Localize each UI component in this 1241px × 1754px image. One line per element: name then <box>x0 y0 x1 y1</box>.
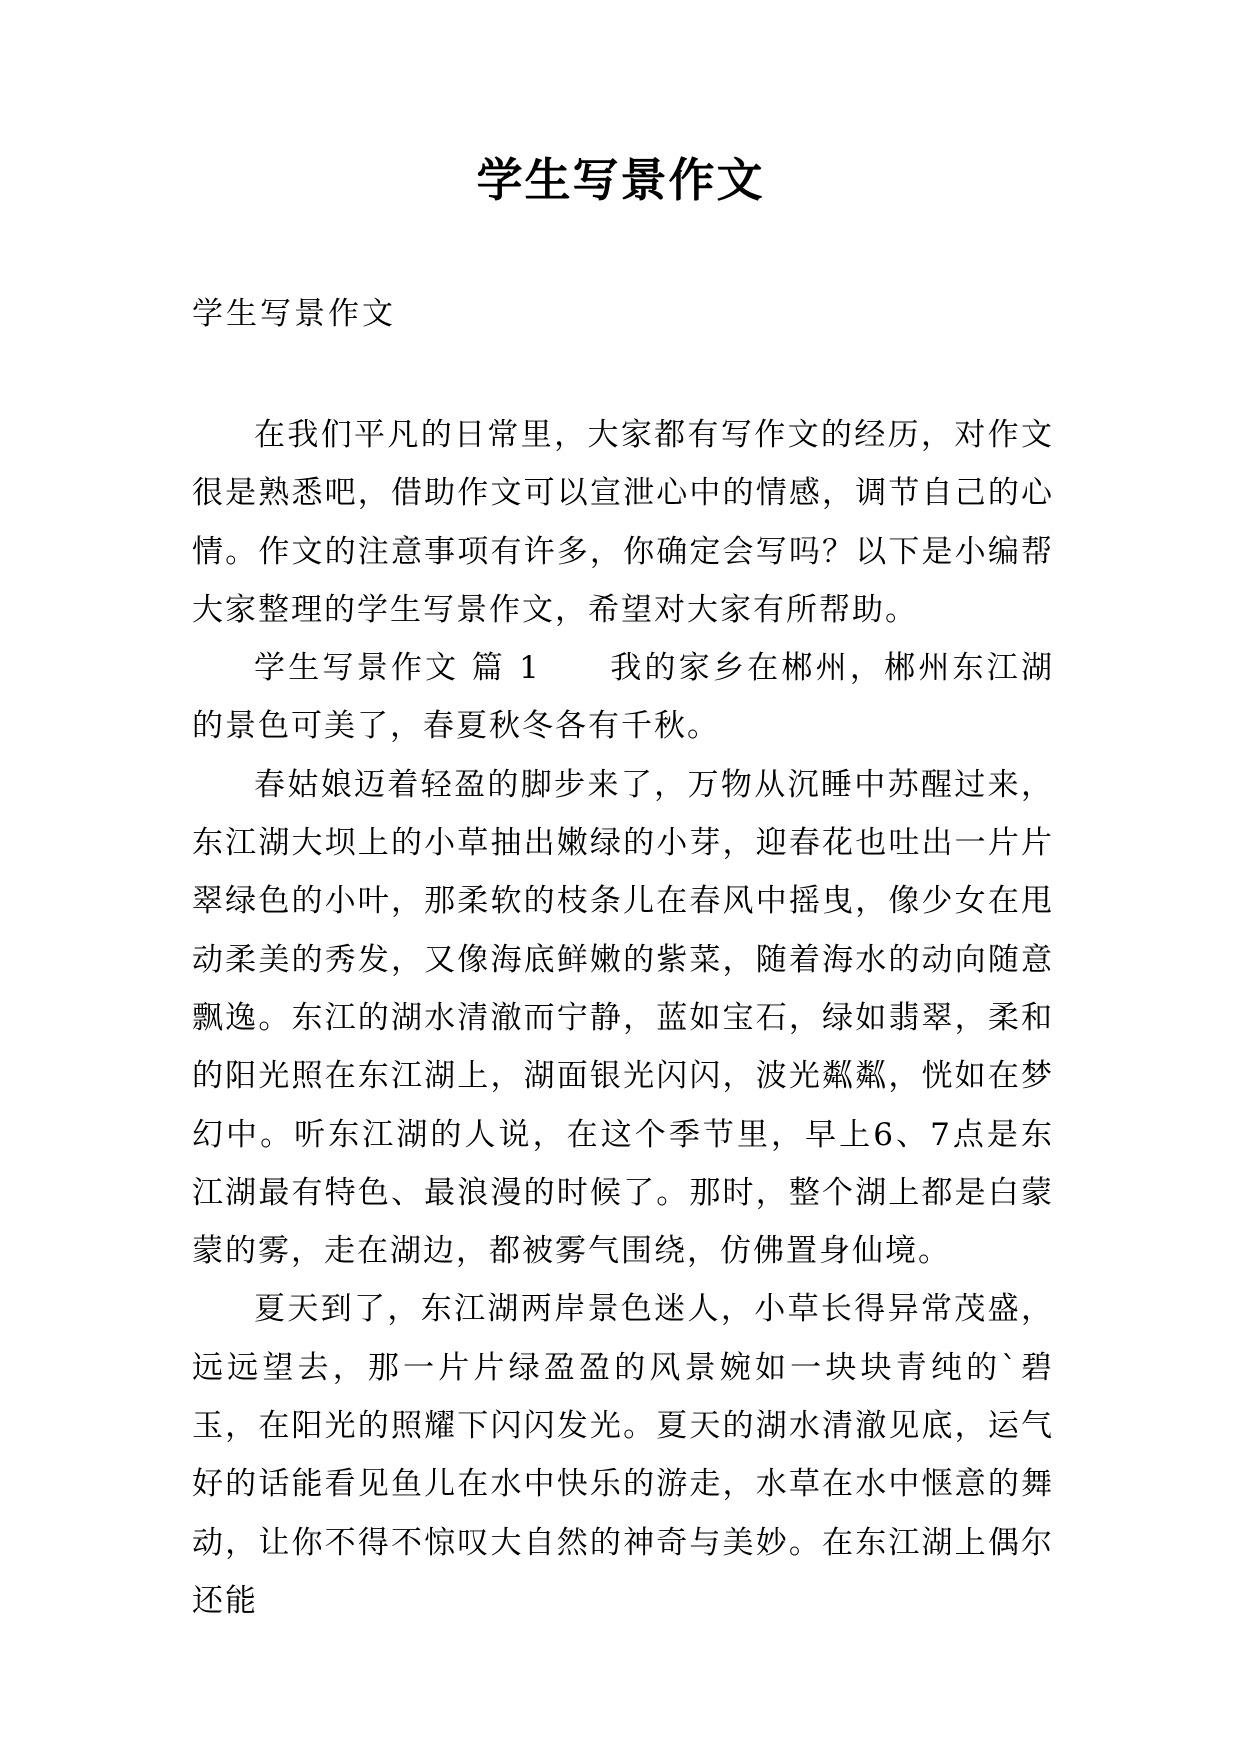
document-subtitle: 学生写景作文 <box>192 296 396 332</box>
section-first-text: 我的家乡在郴州，郴州东江湖的景色可美了，春夏秋冬各有千秋。 <box>192 650 1055 745</box>
summer-paragraph: 夏天到了，东江湖两岸景色迷人，小草长得异常茂盛，远远望去，那一片片绿盈盈的风景婉如一块块青纯的`碧玉，在阳光的照耀下闪闪发光。夏天的湖水清澈见底，运气好的话能看见鱼儿在水中快乐的游走，水草在水中惬意的舞动，让你不得不惊叹大自然的神奇与美妙。在东江湖上偶尔还能 <box>192 1291 1054 1619</box>
section-paragraph <box>192 639 1054 756</box>
section-number: 篇 1 <box>471 650 541 687</box>
document-title: 学生写景作文 <box>476 153 765 207</box>
spring-paragraph: 春姑娘迈着轻盈的脚步来了，万物从沉睡中苏醒过来，东江湖大坝上的小草抽出嫩绿的小芽，迎春花也吐出一片片翠绿色的小叶，那柔软的枝条儿在春风中摇曳，像少女在甩动柔美的秀发，又像海底鲜嫩的紫菜，随着海水的动向随意飘逸。东江的湖水清澈而宁静，蓝如宝石，绿如翡翠，柔和的阳光照在东江湖上，湖面银光闪闪，波光粼粼，恍如在梦幻中。听东江湖的人说，在这个季节里，早上6、7点是东江湖最有特色、最浪漫的时候了。那时，整个湖上都是白蒙蒙的雾，走在湖边，都被雾气围绕，仿佛置身仙境。 <box>192 766 1054 1270</box>
section-label: 学生写景作文 <box>254 650 460 687</box>
intro-paragraph: 在我们平凡的日常里，大家都有写作文的经历，对作文很是熟悉吧，借助作文可以宣泄心中的情感，调节自己的心情。作文的注意事项有许多，你确定会写吗？以下是小编帮大家整理的学生写景作文，希望对大家有所帮助。 <box>192 417 1054 628</box>
document-body <box>192 406 1054 1630</box>
